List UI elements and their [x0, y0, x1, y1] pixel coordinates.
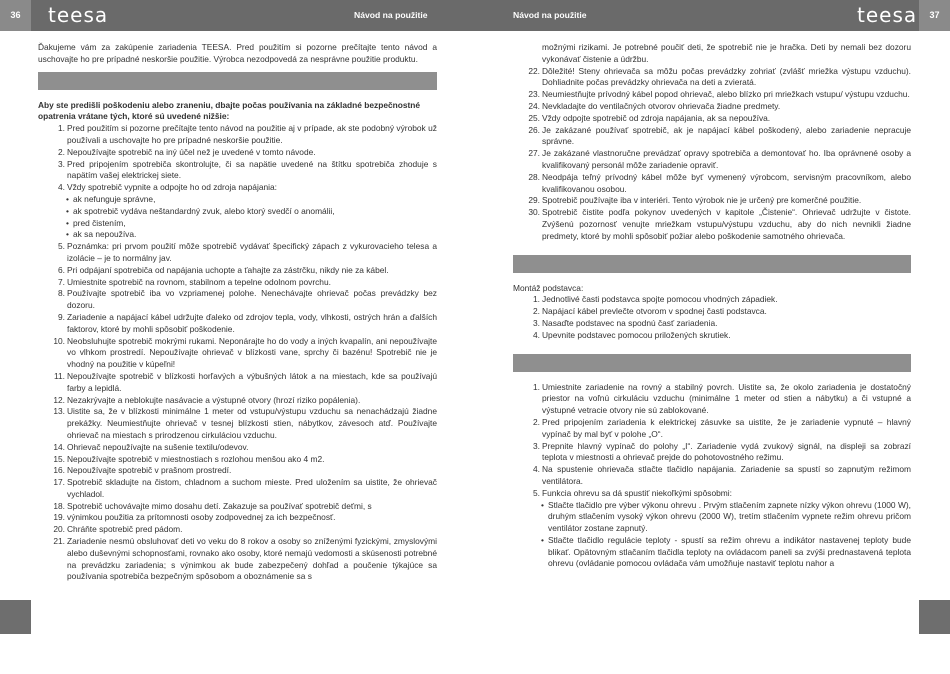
bullet-item: • ak nefunguje správne, [38, 194, 437, 206]
section-bar-assembly [513, 255, 911, 273]
list-item: 4. Vždy spotrebič vypnite a odpojte ho od zdroja napájania: [58, 182, 277, 193]
page-edge-tab-right [919, 600, 950, 634]
list-item: 4. Na spustenie ohrievača stlačte tlačidlo napájania. Zariadenie sa spustí so zapnutým režimom ventilátora. [533, 464, 911, 486]
list-item: 3. Nasaďte podstavec na spodnú časť zariadenia. [533, 317, 718, 328]
list-item: 8. Používajte spotrebič iba vo vzpriamenej polohe. Nenechávajte ohrievač počas prevádzky bez dozoru. [58, 288, 437, 311]
header-title-right: Návod na použitie [513, 10, 587, 20]
right-column [513, 42, 911, 570]
list-item: 29. Spotrebič používajte iba v interiéri. Tento výrobok nie je určený pre komerčné použitie. [528, 195, 862, 206]
list-item: 24. Nevkladajte do ventilačných otvorov ohrievača žiadne predmety. [528, 100, 781, 111]
safety-list-a [38, 123, 437, 194]
list-item: 20. Chráňte spotrebič pred pádom. [53, 524, 183, 535]
list-item: 10. Neobsluhujte spotrebič mokrými rukami. Neponárajte ho do vody a iných kvapalín, ani nepoužívajte vo vlhkom prostredí. Nepoužívajte ohrievač v blízkosti vane, sprchy či bazénu! Spotrebič nie je vhodný na použitie v kúpeľni! [53, 335, 437, 370]
list-item: 11. Nepoužívajte spotrebič v blízkosti horľavých a výbušných látok a na miestach, kde sa používajú farby a lepidlá. [53, 370, 437, 393]
list-item: 4. Upevnite podstavec pomocou priložených skrutiek. [533, 329, 731, 340]
list-item: 22. Dôležité! Steny ohrievača sa môžu počas prevádzky zohriať (zvlášť mriežka výstupu vzduchu). Dohliadnite počas prevádzky ohrievača na deti a zvieratá. [528, 65, 911, 88]
bullet-item: • ak sa nepoužíva. [38, 229, 437, 241]
list-item: 2. Napájací kábel prevlečte otvorom v spodnej časti podstavca. [533, 306, 767, 317]
list-item: 27. Je zakázané vlastnoručne prevádzať opravy spotrebiča a demontovať ho. Iba oprávnené osoby a kvalifikovaný personál môže zariadenie opraviť. [528, 148, 911, 170]
list-item: 5. Funkcia ohrevu sa dá spustiť niekoľkými spôsobmi: [533, 487, 732, 498]
safety-list-c [513, 66, 911, 243]
bullet-item: • pred čistením, [38, 218, 437, 230]
page-number-right: 37 [919, 0, 950, 31]
list-item: 3. Pred pripojením spotrebiča skontrolujte, či sa napätie uvedené na štítku spotrebiča zhoduje s napätím vašej elektrickej siete. [58, 158, 437, 181]
list-item: 14. Ohrievač nepoužívajte na sušenie textilu/odevov. [53, 441, 249, 452]
list-item: 3. Prepnite hlavný vypínač do polohy „I“. Zariadenie vydá zvukový signál, na displeji sa zobrazí teplota v miestnosti a ohrievač prejde do pohotovostného režimu. [533, 440, 911, 463]
left-column [38, 42, 437, 583]
assembly-title: Montáž podstavca: [513, 282, 584, 293]
list-item: 13. Uistite sa, že v blízkosti minimálne 1 meter od vstupu/výstupu vzduchu sa nenachádzajú žiadne prekážky. Neumiestňujte ohrievač v tesnej blízkosti stien, nábytkov, závesoch atď. Používajte ohrievač na miestach s prirodzenou cirkuláciou vzduchu. [53, 406, 437, 440]
list-item: 1. Jednotlivé časti podstavca spojte pomocou vhodných západiek. [533, 294, 778, 305]
list-item: 25. Vždy odpojte spotrebič od zdroja napájania, ak sa nepoužíva. [528, 112, 771, 123]
list-item: 7. Umiestnite spotrebič na rovnom, stabilnom a tepelne odolnom povrchu. [58, 276, 331, 287]
list-item: 2. Pred pripojením zariadenia k elektrickej zásuvke sa uistite, že je zariadenie vypnuté – hlavný vypínač by mal byť v polohe „O“. [533, 416, 911, 439]
safety-list-b [38, 241, 437, 583]
bullet-item: • ak spotrebič vydáva neštandardný zvuk, alebo ktorý svedčí o anomálii, [38, 206, 437, 218]
brand-logo-right: teesa [857, 3, 918, 27]
assembly-list [513, 294, 911, 341]
list-item: 1. Pred použitím si pozorne prečítajte tento návod na použitie aj v prípade, ak ste podobný výrobok už používali a uschovajte ho pre prípadné neskoršie použitie. [58, 123, 437, 145]
list-item: 12. Nezakrývajte a neblokujte nasávacie a výstupné otvory (hrozí riziko popálenia). [53, 394, 361, 405]
list-item: 2. Nepoužívajte spotrebič na iný účel než je uvedené v tomto návode. [58, 146, 316, 157]
list-item: 30. Spotrebič čistite podľa pokynov uvedených v kapitole „Čistenie“. Ohrievač udržujte v čistote. Zvýšenú pozornosť venujte mriežkam vstupu/výstupu vzduchu, aby do nich nevnikli žiadne predmety, ktoré by mohli spôsobiť požiar alebo poškodenie samotného ohrievača. [528, 207, 911, 241]
page-number-left: 36 [0, 0, 31, 31]
usage-list [513, 382, 911, 500]
brand-logo-left: teesa [48, 3, 109, 27]
list-item: 17. Spotrebič skladujte na čistom, chladnom a suchom mieste. Pred uložením sa uistite, že ohrievač vychladol. [53, 477, 437, 499]
list-item: 26. Je zakázané používať spotrebič, ak je napájací kábel poškodený, alebo zariadenie nepracuje správne. [528, 124, 911, 147]
section-bar-safety [38, 72, 437, 90]
list-item: 9. Zariadenie a napájací kábel udržujte ďaleko od zdrojov tepla, vody, vlhkosti, ostrých hrán a ďalších faktorov, ktoré by mohli spôsobiť poškodenie. [58, 311, 437, 334]
section-bar-usage [513, 354, 911, 372]
list-item: 18. Spotrebič uchovávajte mimo dosahu detí. Zakazuje sa používať spotrebič deťmi, s [53, 500, 372, 511]
list-item: 19. výnimkou použitia za prítomnosti osoby zodpovednej za ich bezpečnosť. [53, 512, 336, 523]
disconnect-conditions [38, 194, 437, 241]
page-edge-tab-left [0, 600, 31, 634]
list-item: 15. Nepoužívajte spotrebič v miestnostiach s rozlohou menšou ako 4 m2. [53, 453, 325, 464]
intro-paragraph: Ďakujeme vám za zakúpenie zariadenia TEESA. Pred použitím si pozorne prečítajte tento návod a uschovajte ho pre prípadné neskoršie použitie. Výrobca nezodpovedá za nesprávne použitie produktu. [38, 42, 437, 64]
page-header [0, 0, 950, 31]
bullet-item: • Stlačte tlačidlo pre výber výkonu ohrevu . Prvým stlačením zapnete nízky výkon ohrevu (1000 W), druhým stlačením vysoký výkon ohrevu (2000 W), tretím stlačením vypnete režim ohrevu pričom ventilátor zostane zapnutý. [513, 500, 911, 535]
list-item: 16. Nepoužívajte spotrebič v prašnom prostredí. [53, 465, 232, 476]
bullet-item: • Stlačte tlačidlo regulácie teploty - spustí sa režim ohrevu a indikátor nastavenej teploty bude blikať. Opätovným stlačaním tlačidla teploty na ovládacom paneli sa zvýši prednastavená teplota ohrevu (ovládanie pomocou ovládača vám umožňuje nastaviť teplotu nahor a [513, 535, 911, 570]
list-item: 28. Neodpája teľný prívodný kábel môže byť vymenený výrobcom, servisným pracovníkom, alebo kvalifikovanou osobou. [528, 171, 911, 194]
list-item: 5. Poznámka: pri prvom použití môže spotrebič vydávať špecifický zápach z vykurovacieho telesa a izolácie – je to normálny jav. [58, 241, 437, 263]
header-title-left: Návod na použitie [354, 10, 428, 20]
heating-methods [513, 500, 911, 571]
continuation-text: možnými rizikami. Je potrebné poučiť deti, že spotrebič nie je hračka. Deti by nemali bez dozoru vykonávať čistenie a údržbu. [542, 42, 911, 64]
list-item: 1. Umiestnite zariadenie na rovný a stabilný povrch. Uistite sa, že okolo zariadenia je dostatočný priestor na voľnú cirkuláciu vzduchu (minimálne 1 meter od stien a nábytku) a či vstupné a výstupné vetracie otvory nie sú zablokované. [533, 381, 911, 416]
list-item: 21. Zariadenie nesmú obsluhovať deti vo veku do 8 rokov a osoby so zníženými fyzickými, zmyslovými alebo duševnými schopnosťami, rovnako ako osoby, ktoré nemajú vedomosti a skúsenosti potrebné na prevádzku zariadenia; s výnimkou ak bude zabezpečený dohľad a poučenie týkajúce sa používania spotrebiča bezpečným spôsobom a oboznámenie sa s [53, 536, 437, 582]
safety-warning: Aby ste predišli poškodeniu alebo zraneniu, dbajte počas používania na základné bezpečnostné opatrenia vrátane tých, ktoré sú uvedené nižšie: [38, 99, 421, 122]
list-item: 23. Neumiestňujte prívodný kábel popod ohrievač, alebo blízko pri mriežkach vstupu/ výstupu vzduchu. [528, 89, 910, 100]
list-item: 6. Pri odpájaní spotrebiča od napájania uchopte a ťahajte za zástrčku, nikdy nie za kábel. [58, 264, 389, 275]
